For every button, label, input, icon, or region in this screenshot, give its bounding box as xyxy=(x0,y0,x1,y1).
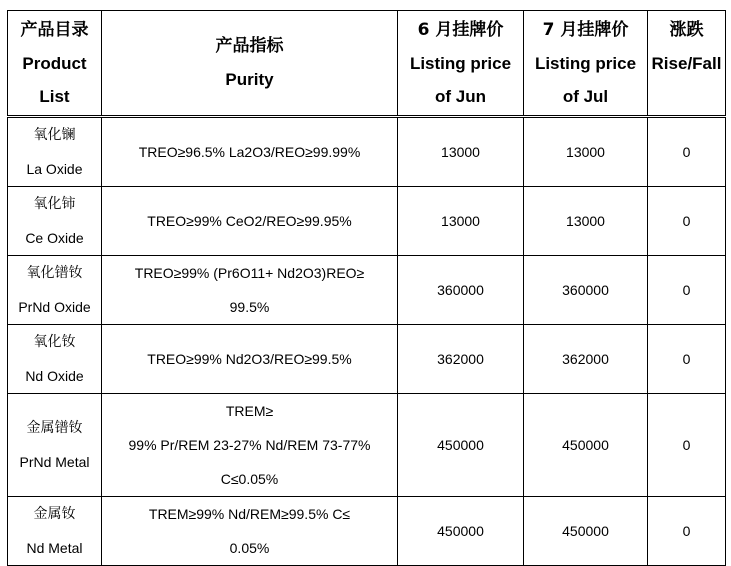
purity-cell xyxy=(102,497,398,566)
header-jun-en1: Listing price xyxy=(409,53,512,73)
purity-line: TREO≥99% CeO2/REO≥99.95% xyxy=(147,213,352,229)
product-name-cell xyxy=(8,497,102,566)
header-change xyxy=(648,11,726,117)
jun-price-cell: 360000 xyxy=(398,256,524,325)
change-cell: 0 xyxy=(648,187,726,256)
header-product-en1: Product xyxy=(22,53,87,73)
change-cell: 0 xyxy=(648,394,726,497)
product-name-cell xyxy=(8,187,102,256)
purity-line: 99.5% xyxy=(229,299,270,315)
product-name-cn: 氧化铈 xyxy=(33,196,76,212)
product-name-en: Nd Metal xyxy=(26,540,83,556)
change-cell: 0 xyxy=(648,325,726,394)
change-cell: 0 xyxy=(648,256,726,325)
product-name-en: La Oxide xyxy=(26,161,83,177)
product-name-en: Ce Oxide xyxy=(25,230,84,246)
header-product-en2: List xyxy=(39,86,70,106)
jun-price-cell: 450000 xyxy=(398,394,524,497)
table-row xyxy=(8,187,726,256)
product-name-cell xyxy=(8,117,102,187)
header-jun-en2: of Jun xyxy=(435,86,486,106)
product-name-cn: 氧化钕 xyxy=(33,334,76,350)
jun-price-cell: 450000 xyxy=(398,497,524,566)
purity-line: 99% Pr/REM 23-27% Nd/REM 73-77% xyxy=(128,437,371,453)
jul-price-cell: 13000 xyxy=(524,117,648,187)
header-purity xyxy=(102,11,398,117)
purity-line: TREM≥99% Nd/REM≥99.5% C≤ xyxy=(148,506,351,522)
header-jul-en2: of Jul xyxy=(562,86,609,106)
header-product xyxy=(8,11,102,117)
product-name-cell xyxy=(8,394,102,497)
jun-price-cell: 362000 xyxy=(398,325,524,394)
table-row xyxy=(8,497,726,566)
product-name-en: Nd Oxide xyxy=(25,368,84,384)
purity-line: TREO≥99% Nd2O3/REO≥99.5% xyxy=(147,351,352,367)
header-jul-en1: Listing price xyxy=(534,53,637,73)
price-table xyxy=(7,10,726,566)
jun-price-cell: 13000 xyxy=(398,117,524,187)
purity-cell xyxy=(102,187,398,256)
jul-price-cell: 360000 xyxy=(524,256,648,325)
jul-price-cell: 362000 xyxy=(524,325,648,394)
header-jul xyxy=(524,11,648,117)
product-name-cn: 金属钕 xyxy=(33,506,76,522)
purity-line: C≤0.05% xyxy=(220,471,279,487)
header-jun xyxy=(398,11,524,117)
header-jun-cn: 6 月挂牌价 xyxy=(417,19,504,40)
jul-price-cell: 450000 xyxy=(524,394,648,497)
header-row xyxy=(8,11,726,117)
header-jul-cn: 7 月挂牌价 xyxy=(542,19,629,40)
purity-cell xyxy=(102,117,398,187)
product-name-cn: 氧化镧 xyxy=(33,127,76,143)
table-row xyxy=(8,394,726,497)
purity-line: 0.05% xyxy=(229,540,270,556)
product-name-en: PrNd Metal xyxy=(19,454,90,470)
jun-price-cell: 13000 xyxy=(398,187,524,256)
product-name-en: PrNd Oxide xyxy=(18,299,91,315)
purity-line: TREM≥ xyxy=(225,403,274,419)
header-purity-en: Purity xyxy=(225,70,274,89)
purity-cell xyxy=(102,325,398,394)
purity-cell xyxy=(102,394,398,497)
purity-line: TREO≥96.5% La2O3/REO≥99.99% xyxy=(138,144,361,160)
product-name-cn: 金属镨钕 xyxy=(26,420,83,436)
header-change-cn: 涨跌 xyxy=(669,19,704,40)
jul-price-cell: 13000 xyxy=(524,187,648,256)
table-row xyxy=(8,325,726,394)
change-cell: 0 xyxy=(648,497,726,566)
table-row xyxy=(8,117,726,187)
jul-price-cell: 450000 xyxy=(524,497,648,566)
change-cell: 0 xyxy=(648,117,726,187)
product-name-cell xyxy=(8,256,102,325)
table-row xyxy=(8,256,726,325)
product-name-cn: 氧化镨钕 xyxy=(26,265,83,281)
purity-line: TREO≥99% (Pr6O11+ Nd2O3)REO≥ xyxy=(134,265,365,281)
header-change-en: Rise/Fall xyxy=(651,53,722,73)
purity-cell xyxy=(102,256,398,325)
header-product-cn: 产品目录 xyxy=(20,19,89,40)
product-name-cell xyxy=(8,325,102,394)
header-purity-cn: 产品指标 xyxy=(215,36,284,56)
